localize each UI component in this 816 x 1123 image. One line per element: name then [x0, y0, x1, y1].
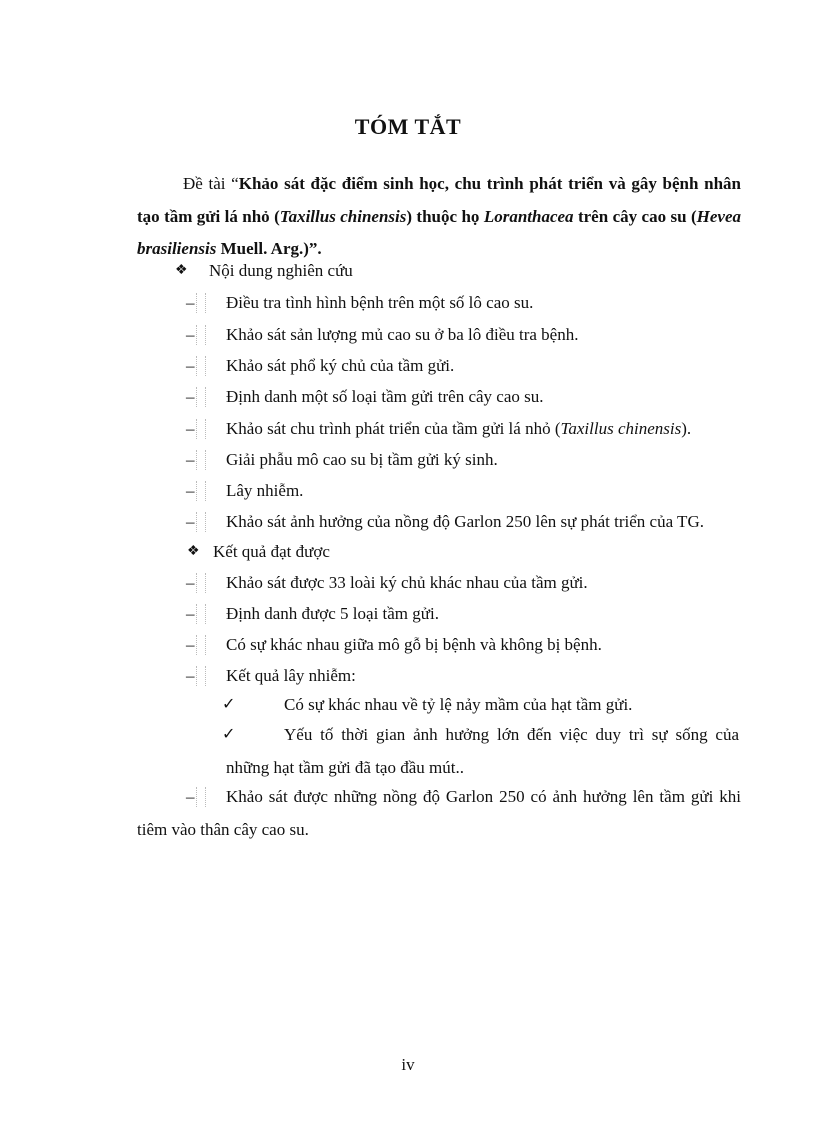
list-item-text: Khảo sát chu trình phát triển của tầm gửi lá nhỏ (Taxillus chinensis).: [226, 419, 692, 438]
list-item: – Điều tra tình hình bệnh trên một số lô cao su.: [0, 288, 816, 318]
topic-title-part1: Khảo sát đặc điểm sinh học, chu trình phát triển và gây bệnh nhân tạo tầm gửi lá nhỏ (: [137, 174, 742, 226]
topic-title-part2: ) thuộc họ: [406, 206, 484, 226]
dash-icon: –: [186, 604, 195, 623]
topic-paragraph: [137, 168, 741, 266]
dash-icon: –: [186, 512, 195, 531]
dash-icon: –: [186, 419, 195, 438]
section-heading-research: [0, 256, 816, 286]
topic-title-part3: trên cây cao su (: [573, 206, 697, 226]
dash-icon: –: [186, 481, 195, 500]
topic-title-part4: Muell. Arg.)”.: [216, 239, 322, 258]
dash-icon: –: [186, 325, 195, 344]
topic-family: Loranthacea: [483, 206, 574, 226]
list-item: – Khảo sát ảnh hưởng của nồng độ Garlon 250 lên sự phát triển của TG.: [0, 507, 816, 537]
topic-species-2: Hevea brasiliensis: [137, 206, 741, 258]
dash-icon: –: [186, 450, 195, 469]
checkmark-icon: ✓: [222, 726, 236, 743]
list-item: – Giải phẫu mô cao su bị tầm gửi ký sinh.: [0, 445, 816, 475]
check-item: ✓ Có sự khác nhau về tỷ lệ nảy mầm của hạt tầm gửi.: [0, 690, 816, 720]
list-item: – Kết quả lây nhiễm:: [0, 661, 816, 691]
topic-prefix: Đề tài “: [183, 174, 239, 193]
dash-icon: –: [186, 293, 195, 312]
dash-icon: –: [186, 666, 195, 685]
dash-icon: –: [186, 635, 195, 654]
dash-icon: –: [186, 573, 195, 592]
list-item: – Định danh được 5 loại tầm gửi.: [0, 599, 816, 629]
checkmark-icon: ✓: [222, 696, 236, 713]
dash-icon: –: [186, 356, 195, 375]
section-heading-text: Nội dung nghiên cứu: [209, 261, 353, 280]
list-item: – Khảo sát được 33 loài ký chủ khác nhau của tầm gửi.: [0, 568, 816, 598]
list-item: – Định danh một số loại tầm gửi trên cây cao su.: [0, 382, 816, 412]
diamond-bullet-icon: ❖: [175, 263, 188, 278]
list-item: – Khảo sát phổ ký chủ của tầm gửi.: [0, 351, 816, 381]
list-item: – Có sự khác nhau giữa mô gỗ bị bệnh và không bị bệnh.: [0, 630, 816, 660]
page-number: iv: [401, 1055, 415, 1074]
dash-icon: –: [186, 387, 195, 406]
list-item-text: Khảo sát được những nồng độ Garlon 250 có ảnh hưởng lên tầm gửi khi tiêm vào thân cây cao su.: [137, 787, 741, 839]
list-item: [0, 414, 816, 444]
section-heading-text: Kết quả đạt được: [213, 542, 330, 561]
diamond-bullet-icon: ❖: [187, 544, 200, 559]
dash-icon: –: [186, 787, 195, 806]
list-item: – Lây nhiễm.: [0, 476, 816, 506]
list-item: – Khảo sát sản lượng mủ cao su ở ba lô điều tra bệnh.: [0, 320, 816, 350]
page-title: TÓM TẮT: [354, 114, 462, 139]
topic-species-1: Taxillus chinensis: [279, 206, 407, 226]
section-heading-results: [0, 537, 816, 567]
check-item-text: Yếu tố thời gian ảnh hưởng lớn đến việc duy trì sự sống của những hạt tầm gửi đã tạo đầu mút..: [226, 725, 739, 777]
